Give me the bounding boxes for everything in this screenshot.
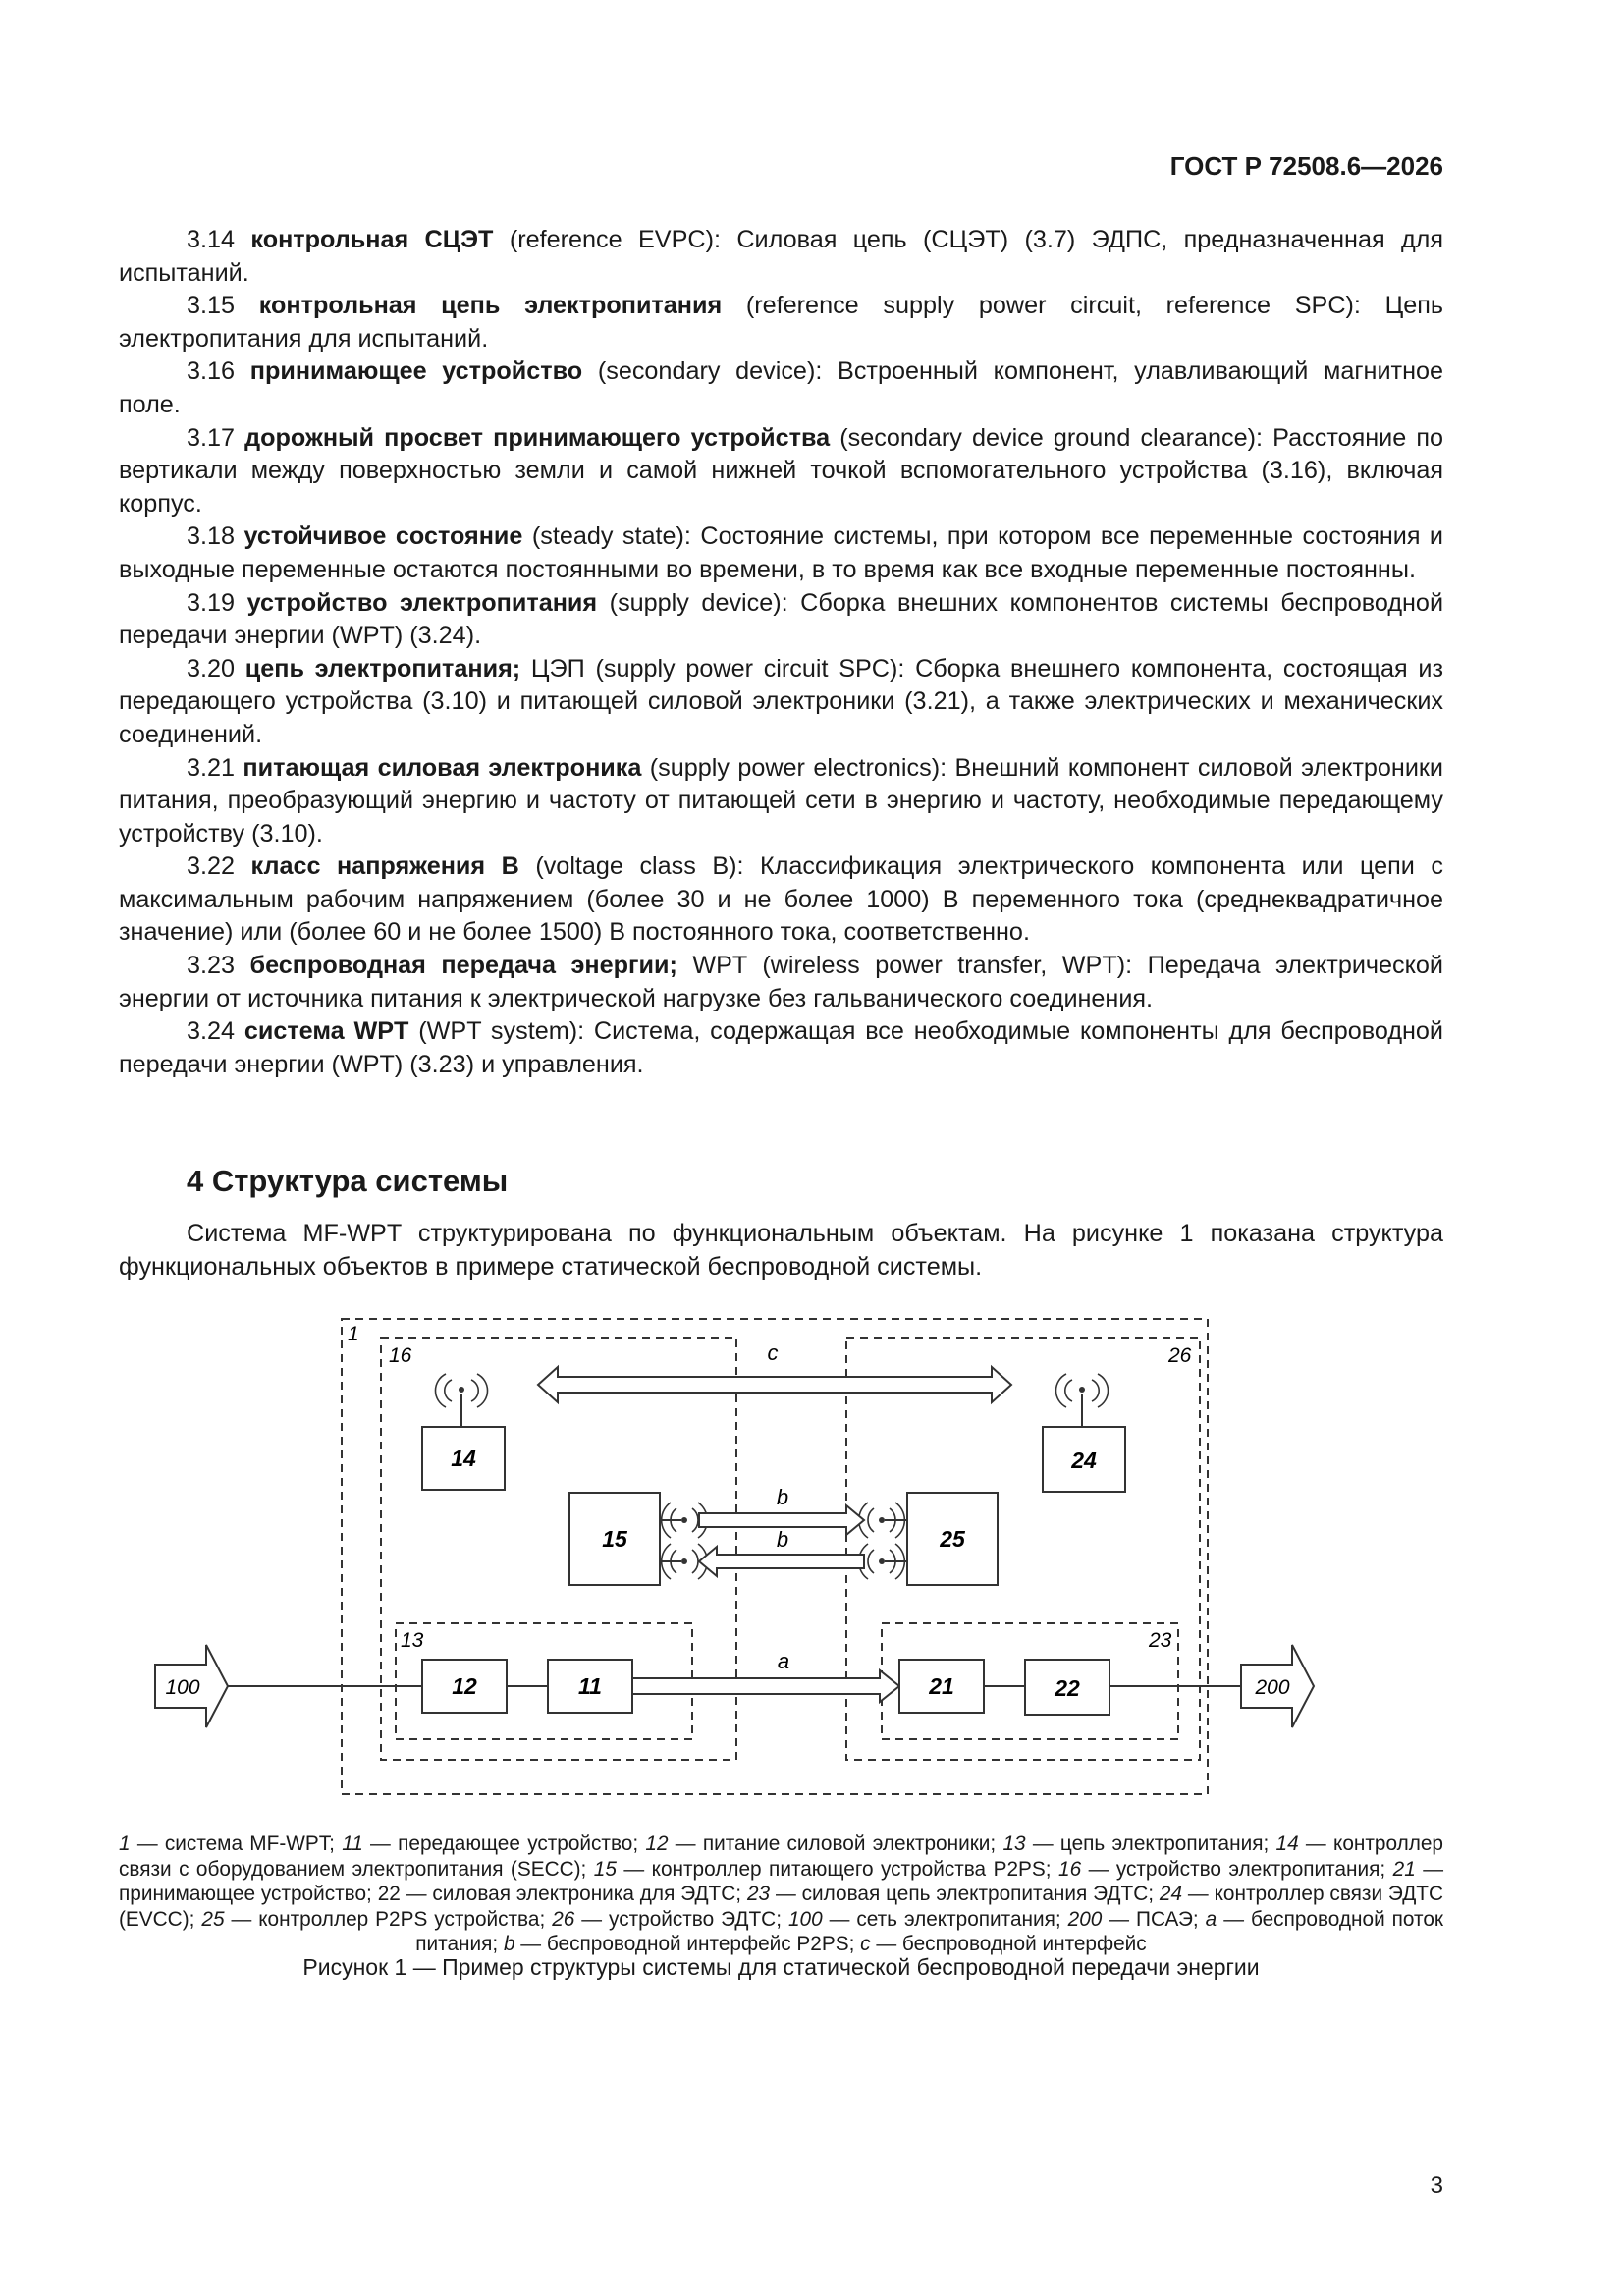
legend-text: — питание силовой электроники; xyxy=(668,1832,1003,1855)
arrow-a xyxy=(632,1670,899,1702)
term-definition: (reference supply power circuit, reference SPC): Цепь электропитания для испытаний. xyxy=(119,292,1444,353)
legend-key: 100 xyxy=(787,1907,823,1931)
label-1: 1 xyxy=(348,1323,359,1345)
legend-key: 200 xyxy=(1067,1907,1103,1931)
term-entry xyxy=(119,520,1443,586)
legend-key: 14 xyxy=(1275,1832,1299,1855)
term-definition: (supply device): Сборка внешних компонентов системы беспроводной передачи энергии (WPT) (3.24). xyxy=(119,588,1444,650)
svg-text:14: 14 xyxy=(451,1446,476,1471)
legend-key: 11 xyxy=(342,1832,363,1855)
term-entry xyxy=(119,850,1443,950)
legend-text: — контроллер P2PS устройства; xyxy=(224,1907,553,1931)
legend-key: 13 xyxy=(1002,1832,1026,1855)
legend-text: — ПСАЭ; xyxy=(1102,1907,1206,1931)
legend-text: — цепь электропитания; xyxy=(1025,1832,1276,1855)
figure-legend xyxy=(119,1831,1443,1957)
document-code: ГОСТ Р 72508.6—2026 xyxy=(1169,151,1443,181)
term-entry xyxy=(119,950,1443,1015)
term-name: цепь электропитания; xyxy=(244,654,521,683)
legend-key: 24 xyxy=(1159,1883,1183,1905)
term-entry xyxy=(119,1015,1443,1081)
term-name: устойчивое состояние xyxy=(243,522,523,551)
page-number: 3 xyxy=(1430,2172,1443,2199)
term-entry xyxy=(119,653,1443,752)
label-13: 13 xyxy=(401,1629,424,1652)
section-title: 4 Структура системы xyxy=(187,1164,509,1198)
figure-diagram xyxy=(165,1311,1345,1802)
label-26: 26 xyxy=(1168,1344,1192,1367)
label-100: 100 xyxy=(165,1676,200,1699)
label-16: 16 xyxy=(389,1344,412,1367)
term-number: 3.23 xyxy=(187,952,236,980)
term-name: питающая силовая электроника xyxy=(243,753,642,782)
term-name: устройство электропитания xyxy=(246,588,598,617)
label-23: 23 xyxy=(1149,1629,1172,1652)
legend-key: 25 xyxy=(201,1907,225,1931)
term-number: 3.18 xyxy=(187,522,236,551)
svg-text:24: 24 xyxy=(1071,1448,1097,1473)
term-entry xyxy=(119,752,1443,851)
term-entry xyxy=(119,355,1443,421)
label-200: 200 xyxy=(1255,1676,1290,1699)
term-definition: (steady state): Состояние системы, при котором все переменные состояния и выходные переменные остаются постоянными во времени, в то время как все входные переменные постоянны. xyxy=(119,522,1443,583)
legend-key: 23 xyxy=(746,1883,771,1905)
legend-key: 16 xyxy=(1058,1857,1082,1881)
terms-list xyxy=(119,224,1443,1081)
term-name: беспроводная передача энергии; xyxy=(249,952,677,980)
term-definition: ЦЭП (supply power circuit SPC): Сборка внешнего компонента, состоящая из передающего устройства (3.10) и питающей силовой электроники (3.21), а также электрических и механических соединений. xyxy=(119,654,1443,748)
figure-caption: Рисунок 1 — Пример структуры системы для статической беспроводной передачи энергии xyxy=(302,1954,1260,1980)
term-entry xyxy=(119,587,1443,653)
term-definition: (secondary device ground clearance): Расстояние по вертикали между поверхностью земли и самой нижней точкой вспомогательного устройства (3.16), включая корпус. xyxy=(119,423,1443,518)
term-definition: WPT (wireless power transfer, WPT): Передача электрической энергии от источника питания к электрической нагрузке без гальванического соединения. xyxy=(119,952,1444,1012)
svg-text:25: 25 xyxy=(940,1526,965,1552)
term-name: система WPT xyxy=(243,1017,409,1046)
term-entry xyxy=(119,224,1443,290)
term-number: 3.22 xyxy=(187,852,236,881)
arrow-c xyxy=(538,1367,1011,1402)
label-b-top: b xyxy=(776,1485,789,1509)
label-c: c xyxy=(767,1340,779,1365)
term-name: принимающее устройство xyxy=(249,357,583,386)
legend-key: c xyxy=(860,1933,871,1955)
svg-text:22: 22 xyxy=(1055,1675,1080,1701)
legend-key: b xyxy=(503,1933,515,1955)
legend-key: 1 xyxy=(119,1832,131,1855)
term-number: 3.24 xyxy=(187,1017,236,1046)
term-number: 3.17 xyxy=(187,423,236,452)
legend-text: — система MF-WPT; xyxy=(130,1832,343,1855)
section-intro: Система MF-WPT структурирована по функциональным объектам. На рисунке 1 показана структура функциональных объектов в примере статической беспроводной системы. xyxy=(119,1220,1443,1281)
svg-text:11: 11 xyxy=(578,1673,602,1699)
term-definition: (WPT system): Система, содержащая все необходимые компоненты для беспроводной передачи энергии (WPT) (3.23) и управления. xyxy=(119,1017,1444,1078)
legend-text: — устройство ЭДТС; xyxy=(574,1907,788,1931)
term-definition: (secondary device): Встроенный компонент, улавливающий магнитное поле. xyxy=(119,357,1443,418)
svg-text:12: 12 xyxy=(452,1673,477,1699)
term-entry xyxy=(119,422,1443,521)
term-name: класс напряжения В xyxy=(250,852,519,881)
legend-key: 21 xyxy=(1392,1857,1416,1881)
term-definition: (voltage class B): Классификация электрического компонента или цепи с максимальным рабочим напряжением (более 30 и не более 1000) В переменного тока (среднеквадратичное значение) или (более 60 и не более 1500) В постоянного тока, соответственно. xyxy=(119,852,1443,947)
legend-text: — передающее устройство; xyxy=(362,1832,646,1855)
legend-key: 12 xyxy=(645,1832,669,1855)
legend-key: a xyxy=(1205,1907,1217,1931)
term-number: 3.19 xyxy=(187,588,236,617)
term-name: дорожный просвет принимающего устройства xyxy=(244,423,831,452)
legend-key: 26 xyxy=(552,1907,575,1931)
term-name: контрольная цепь электропитания xyxy=(258,292,723,320)
legend-text: — беспроводной поток питания; xyxy=(415,1907,1443,1955)
term-number: 3.21 xyxy=(187,753,236,782)
term-number: 3.16 xyxy=(187,357,236,386)
antenna-14 xyxy=(435,1374,487,1427)
legend-key: 15 xyxy=(593,1857,617,1881)
legend-text: — контроллер связи ЭДТС (EVCC); xyxy=(119,1883,1444,1931)
svg-text:15: 15 xyxy=(602,1526,627,1552)
term-number: 3.14 xyxy=(187,226,236,253)
legend-text: — принимающее устройство; 22 — силовая электроника для ЭДТС; xyxy=(119,1857,1444,1905)
svg-text:21: 21 xyxy=(929,1673,954,1699)
term-definition: (supply power electronics): Внешний компонент силовой электроники питания, преобразующий энергию и частоту от питающей сети в энергию и частоту, необходимые передающему устройству (3.10). xyxy=(119,753,1443,847)
antenna-24 xyxy=(1055,1374,1108,1427)
term-entry xyxy=(119,290,1443,355)
legend-text: — беспроводной интерфейс P2PS; xyxy=(514,1933,861,1955)
legend-text: — контроллер питающего устройства P2PS; xyxy=(616,1857,1058,1881)
label-a: a xyxy=(777,1649,790,1673)
term-definition: (reference EVPC): Силовая цепь (СЦЭТ) (3.7) ЭДПС, предназначенная для испытаний. xyxy=(119,226,1444,287)
legend-text: — контроллер связи с оборудованием электропитания (SECC); xyxy=(119,1832,1443,1881)
term-number: 3.20 xyxy=(187,654,236,683)
legend-text: — силовая цепь электропитания ЭДТС; xyxy=(770,1883,1160,1905)
legend-text: — беспроводной интерфейс xyxy=(870,1933,1147,1955)
label-b-bottom: b xyxy=(776,1527,789,1552)
legend-text: — сеть электропитания; xyxy=(822,1907,1068,1931)
term-number: 3.15 xyxy=(187,292,236,320)
term-name: контрольная СЦЭТ xyxy=(250,226,494,253)
legend-text: — устройство электропитания; xyxy=(1081,1857,1393,1881)
